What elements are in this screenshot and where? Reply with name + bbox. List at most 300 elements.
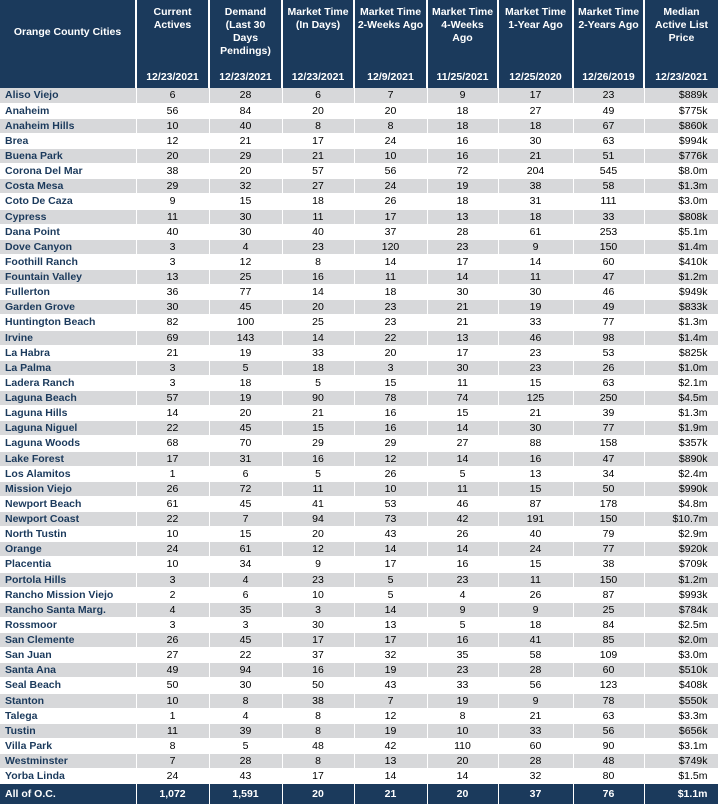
table-cell: 22 <box>354 330 427 345</box>
table-cell: 30 <box>136 300 209 315</box>
city-name-cell: Fullerton <box>0 285 136 300</box>
city-name-cell: Brea <box>0 133 136 148</box>
table-cell: 18 <box>282 194 354 209</box>
table-row <box>0 648 718 663</box>
table-cell: 15 <box>498 375 573 390</box>
table-cell: 31 <box>498 194 573 209</box>
table-cell: 48 <box>282 738 354 753</box>
table-cell: 9 <box>498 239 573 254</box>
table-cell: 17 <box>136 451 209 466</box>
table-cell: 204 <box>498 164 573 179</box>
col-header-market-time-2y: Market Time 2-Years Ago 12/26/2019 <box>573 0 644 88</box>
table-cell: 25 <box>209 270 282 285</box>
table-row <box>0 723 718 738</box>
table-cell: 53 <box>354 496 427 511</box>
table-cell: $2.1m <box>644 375 718 390</box>
total-cell: 1,591 <box>209 784 282 805</box>
table-cell: $10.7m <box>644 512 718 527</box>
table-cell: 85 <box>573 633 644 648</box>
table-cell: 150 <box>573 572 644 587</box>
city-name-cell: Rancho Mission Viejo <box>0 587 136 602</box>
table-cell: 19 <box>209 345 282 360</box>
table-cell: 14 <box>427 451 498 466</box>
city-name-cell: Huntington Beach <box>0 315 136 330</box>
table-row <box>0 557 718 572</box>
city-name-cell: Coto De Caza <box>0 194 136 209</box>
table-cell: 3 <box>136 572 209 587</box>
table-cell: 8 <box>282 723 354 738</box>
table-row <box>0 179 718 194</box>
table-cell: $408k <box>644 678 718 693</box>
city-name-cell: Portola Hills <box>0 572 136 587</box>
table-cell: 110 <box>427 738 498 753</box>
table-cell: 30 <box>427 360 498 375</box>
table-cell: 98 <box>573 330 644 345</box>
table-cell: 125 <box>498 391 573 406</box>
table-cell: 27 <box>136 648 209 663</box>
table-cell: 150 <box>573 239 644 254</box>
table-cell: 4 <box>136 602 209 617</box>
col-header-market-time: Market Time (In Days) 12/23/2021 <box>282 0 354 88</box>
table-cell: 250 <box>573 391 644 406</box>
header-row <box>0 0 718 88</box>
total-cell: 1,072 <box>136 784 209 805</box>
table-cell: 30 <box>282 617 354 632</box>
table-cell: $1.9m <box>644 421 718 436</box>
table-cell: 143 <box>209 330 282 345</box>
table-cell: $920k <box>644 542 718 557</box>
table-cell: 41 <box>282 496 354 511</box>
table-cell: 36 <box>136 285 209 300</box>
table-cell: 21 <box>136 345 209 360</box>
table-row <box>0 209 718 224</box>
table-cell: 70 <box>209 436 282 451</box>
total-cell: 76 <box>573 784 644 805</box>
table-cell: 29 <box>136 179 209 194</box>
table-cell: 38 <box>282 693 354 708</box>
table-cell: 16 <box>427 557 498 572</box>
table-cell: 72 <box>209 481 282 496</box>
table-cell: 72 <box>427 164 498 179</box>
table-cell: 14 <box>427 421 498 436</box>
table-cell: 20 <box>282 300 354 315</box>
table-row <box>0 300 718 315</box>
city-name-cell: Dana Point <box>0 224 136 239</box>
table-row <box>0 527 718 542</box>
table-cell: 18 <box>498 209 573 224</box>
table-cell: $1.3m <box>644 406 718 421</box>
table-cell: 43 <box>209 769 282 784</box>
table-row <box>0 617 718 632</box>
city-name-cell: Newport Beach <box>0 496 136 511</box>
table-cell: 12 <box>354 451 427 466</box>
table-cell: 100 <box>209 315 282 330</box>
table-cell: 47 <box>573 451 644 466</box>
table-cell: 63 <box>573 708 644 723</box>
table-row <box>0 436 718 451</box>
table-row <box>0 360 718 375</box>
table-cell: 10 <box>354 149 427 164</box>
table-cell: 43 <box>354 678 427 693</box>
table-cell: 26 <box>573 360 644 375</box>
table-cell: 10 <box>136 118 209 133</box>
table-cell: 5 <box>209 738 282 753</box>
table-cell: 12 <box>282 542 354 557</box>
city-name-cell: Villa Park <box>0 738 136 753</box>
table-cell: 9 <box>427 88 498 103</box>
table-cell: 8 <box>427 708 498 723</box>
table-cell: 21 <box>498 406 573 421</box>
table-cell: 11 <box>354 270 427 285</box>
table-cell: 23 <box>282 239 354 254</box>
table-cell: 56 <box>573 723 644 738</box>
table-cell: 191 <box>498 512 573 527</box>
table-cell: 23 <box>354 315 427 330</box>
total-cell: All of O.C. <box>0 784 136 805</box>
table-cell: 90 <box>282 391 354 406</box>
table-cell: 20 <box>354 345 427 360</box>
table-cell: 26 <box>498 587 573 602</box>
table-cell: 16 <box>354 406 427 421</box>
table-row <box>0 587 718 602</box>
table-cell: 25 <box>573 602 644 617</box>
table-cell: 77 <box>209 285 282 300</box>
city-name-cell: Stanton <box>0 693 136 708</box>
table-cell: 8 <box>282 708 354 723</box>
table-cell: 6 <box>209 466 282 481</box>
table-cell: $550k <box>644 693 718 708</box>
city-name-cell: Costa Mesa <box>0 179 136 194</box>
table-cell: 14 <box>354 602 427 617</box>
city-name-cell: Irvine <box>0 330 136 345</box>
table-cell: 51 <box>573 149 644 164</box>
table-cell: 123 <box>573 678 644 693</box>
table-cell: $4.5m <box>644 391 718 406</box>
table-cell: $1.2m <box>644 270 718 285</box>
table-cell: 58 <box>498 648 573 663</box>
col-header-demand: Demand (Last 30 Days Pendings) 12/23/2021 <box>209 0 282 88</box>
table-cell: 22 <box>136 512 209 527</box>
city-name-cell: Anaheim <box>0 103 136 118</box>
table-cell: 34 <box>573 466 644 481</box>
table-cell: $889k <box>644 88 718 103</box>
table-cell: 84 <box>209 103 282 118</box>
table-cell: 60 <box>573 254 644 269</box>
table-cell: 7 <box>136 754 209 769</box>
table-cell: 17 <box>282 133 354 148</box>
table-cell: 26 <box>136 633 209 648</box>
table-cell: 150 <box>573 512 644 527</box>
table-cell: 77 <box>573 421 644 436</box>
table-cell: $2.9m <box>644 527 718 542</box>
table-cell: 94 <box>282 512 354 527</box>
table-cell: 87 <box>498 496 573 511</box>
table-cell: 15 <box>282 421 354 436</box>
city-name-cell: Corona Del Mar <box>0 164 136 179</box>
table-cell: 63 <box>573 375 644 390</box>
table-row <box>0 164 718 179</box>
table-cell: $3.1m <box>644 738 718 753</box>
table-cell: $808k <box>644 209 718 224</box>
table-cell: 5 <box>282 466 354 481</box>
table-cell: 94 <box>209 663 282 678</box>
table-cell: 21 <box>282 406 354 421</box>
table-cell: 49 <box>573 103 644 118</box>
table-cell: 16 <box>282 663 354 678</box>
city-name-cell: San Clemente <box>0 633 136 648</box>
table-cell: 16 <box>282 270 354 285</box>
table-cell: 43 <box>354 527 427 542</box>
table-cell: 12 <box>354 708 427 723</box>
table-cell: 7 <box>354 88 427 103</box>
table-cell: 30 <box>498 421 573 436</box>
table-row <box>0 708 718 723</box>
table-cell: 158 <box>573 436 644 451</box>
table-cell: 12 <box>209 254 282 269</box>
table-cell: 30 <box>209 209 282 224</box>
table-cell: 3 <box>136 617 209 632</box>
table-cell: 13 <box>427 209 498 224</box>
table-cell: 23 <box>498 360 573 375</box>
city-name-cell: Los Alamitos <box>0 466 136 481</box>
table-cell: 26 <box>427 527 498 542</box>
table-cell: 24 <box>354 133 427 148</box>
city-name-cell: Mission Viejo <box>0 481 136 496</box>
table-row <box>0 512 718 527</box>
table-cell: 67 <box>573 118 644 133</box>
table-cell: 21 <box>498 149 573 164</box>
city-name-cell: Santa Ana <box>0 663 136 678</box>
table-cell: 23 <box>282 572 354 587</box>
table-cell: 11 <box>282 209 354 224</box>
table-cell: 7 <box>209 512 282 527</box>
table-cell: 19 <box>498 300 573 315</box>
total-cell: 21 <box>354 784 427 805</box>
table-cell: 77 <box>573 542 644 557</box>
table-cell: 61 <box>209 542 282 557</box>
table-cell: $1.2m <box>644 572 718 587</box>
table-cell: 38 <box>573 557 644 572</box>
table-row <box>0 345 718 360</box>
table-cell: 32 <box>498 769 573 784</box>
table-cell: 29 <box>354 436 427 451</box>
table-cell: 50 <box>282 678 354 693</box>
table-cell: 11 <box>427 375 498 390</box>
table-cell: 33 <box>573 209 644 224</box>
table-cell: $890k <box>644 451 718 466</box>
table-cell: 9 <box>427 602 498 617</box>
table-cell: 18 <box>209 375 282 390</box>
city-name-cell: Ladera Ranch <box>0 375 136 390</box>
col-header-market-time-1y: Market Time 1-Year Ago 12/25/2020 <box>498 0 573 88</box>
table-row <box>0 633 718 648</box>
table-row <box>0 663 718 678</box>
table-cell: 28 <box>427 224 498 239</box>
table-cell: 56 <box>136 103 209 118</box>
table-row <box>0 88 718 103</box>
table-cell: 21 <box>427 300 498 315</box>
total-cell: 20 <box>282 784 354 805</box>
table-cell: 88 <box>498 436 573 451</box>
table-cell: 29 <box>282 436 354 451</box>
table-cell: $656k <box>644 723 718 738</box>
table-cell: $1.3m <box>644 179 718 194</box>
table-cell: 11 <box>136 209 209 224</box>
table-cell: 18 <box>427 118 498 133</box>
table-cell: 15 <box>209 194 282 209</box>
col-header-current-actives: Current Actives 12/23/2021 <box>136 0 209 88</box>
table-cell: $776k <box>644 149 718 164</box>
table-cell: 11 <box>498 572 573 587</box>
table-cell: $2.0m <box>644 633 718 648</box>
table-cell: 28 <box>209 88 282 103</box>
table-cell: 5 <box>282 375 354 390</box>
table-row <box>0 542 718 557</box>
table-cell: 9 <box>498 602 573 617</box>
table-cell: 13 <box>427 330 498 345</box>
table-row <box>0 421 718 436</box>
table-cell: $860k <box>644 118 718 133</box>
total-cell: 20 <box>427 784 498 805</box>
table-cell: 73 <box>354 512 427 527</box>
table-cell: 77 <box>573 315 644 330</box>
table-cell: 1 <box>136 466 209 481</box>
table-cell: 30 <box>209 678 282 693</box>
table-row <box>0 149 718 164</box>
table-cell: 11 <box>136 723 209 738</box>
table-cell: 24 <box>498 542 573 557</box>
table-cell: 3 <box>209 617 282 632</box>
table-cell: 16 <box>354 421 427 436</box>
table-cell: 30 <box>427 285 498 300</box>
table-cell: 18 <box>282 360 354 375</box>
table-cell: 9 <box>282 557 354 572</box>
table-cell: 15 <box>354 375 427 390</box>
table-cell: 16 <box>282 451 354 466</box>
table-row <box>0 451 718 466</box>
table-cell: 32 <box>209 179 282 194</box>
table-cell: 21 <box>209 133 282 148</box>
table-cell: 79 <box>573 527 644 542</box>
table-row <box>0 693 718 708</box>
table-cell: 24 <box>136 769 209 784</box>
table-cell: 82 <box>136 315 209 330</box>
table-cell: 33 <box>427 678 498 693</box>
table-cell: 40 <box>282 224 354 239</box>
table-cell: 37 <box>282 648 354 663</box>
col-header-market-time-4w: Market Time 4-Weeks Ago 11/25/2021 <box>427 0 498 88</box>
city-name-cell: Tustin <box>0 723 136 738</box>
table-cell: 18 <box>498 118 573 133</box>
table-cell: 3 <box>136 254 209 269</box>
col-header-city: Orange County Cities <box>0 0 136 88</box>
table-cell: 45 <box>209 496 282 511</box>
table-cell: 23 <box>573 88 644 103</box>
table-cell: 18 <box>354 285 427 300</box>
table-cell: 8 <box>136 738 209 753</box>
table-cell: $949k <box>644 285 718 300</box>
table-row <box>0 133 718 148</box>
table-cell: 24 <box>354 179 427 194</box>
table-cell: 17 <box>282 769 354 784</box>
table-cell: $2.4m <box>644 466 718 481</box>
table-row <box>0 270 718 285</box>
table-cell: 17 <box>354 633 427 648</box>
city-name-cell: Fountain Valley <box>0 270 136 285</box>
city-name-cell: Rancho Santa Marg. <box>0 602 136 617</box>
table-cell: 40 <box>498 527 573 542</box>
table-cell: $825k <box>644 345 718 360</box>
table-cell: 10 <box>136 693 209 708</box>
table-row <box>0 254 718 269</box>
table-cell: 46 <box>573 285 644 300</box>
table-cell: 13 <box>354 754 427 769</box>
table-cell: 19 <box>209 391 282 406</box>
total-cell: 37 <box>498 784 573 805</box>
table-cell: 178 <box>573 496 644 511</box>
table-cell: 16 <box>498 451 573 466</box>
table-cell: 34 <box>209 557 282 572</box>
table-cell: 57 <box>136 391 209 406</box>
table-cell: 21 <box>427 315 498 330</box>
table-cell: $5.1m <box>644 224 718 239</box>
table-cell: 30 <box>498 285 573 300</box>
table-cell: 8 <box>354 118 427 133</box>
table-cell: 18 <box>427 103 498 118</box>
table-cell: $1.0m <box>644 360 718 375</box>
city-name-cell: Anaheim Hills <box>0 118 136 133</box>
table-cell: 10 <box>136 557 209 572</box>
city-name-cell: Westminster <box>0 754 136 769</box>
col-header-market-time-2w: Market Time 2-Weeks Ago 12/9/2021 <box>354 0 427 88</box>
table-cell: 111 <box>573 194 644 209</box>
table-cell: 46 <box>498 330 573 345</box>
table-cell: 120 <box>354 239 427 254</box>
table-cell: 14 <box>498 254 573 269</box>
table-row <box>0 602 718 617</box>
table-cell: $784k <box>644 602 718 617</box>
table-cell: 22 <box>209 648 282 663</box>
table-cell: 23 <box>427 572 498 587</box>
table-cell: 58 <box>573 179 644 194</box>
table-cell: 3 <box>354 360 427 375</box>
table-cell: 545 <box>573 164 644 179</box>
table-cell: 10 <box>136 527 209 542</box>
table-cell: 16 <box>427 149 498 164</box>
table-cell: 16 <box>427 133 498 148</box>
table-cell: $4.8m <box>644 496 718 511</box>
table-cell: 41 <box>498 633 573 648</box>
table-row <box>0 678 718 693</box>
table-cell: 10 <box>427 723 498 738</box>
table-cell: 15 <box>498 557 573 572</box>
table-row <box>0 375 718 390</box>
table-cell: 14 <box>354 769 427 784</box>
table-cell: 40 <box>209 118 282 133</box>
table-cell: 28 <box>498 754 573 769</box>
table-cell: 14 <box>136 406 209 421</box>
table-cell: 3 <box>136 239 209 254</box>
table-cell: 4 <box>209 572 282 587</box>
table-cell: 14 <box>427 769 498 784</box>
table-row <box>0 118 718 133</box>
table-cell: 53 <box>573 345 644 360</box>
table-cell: 14 <box>427 270 498 285</box>
table-cell: 57 <box>282 164 354 179</box>
table-cell: 4 <box>209 708 282 723</box>
table-cell: 3 <box>136 375 209 390</box>
city-name-cell: Aliso Viejo <box>0 88 136 103</box>
